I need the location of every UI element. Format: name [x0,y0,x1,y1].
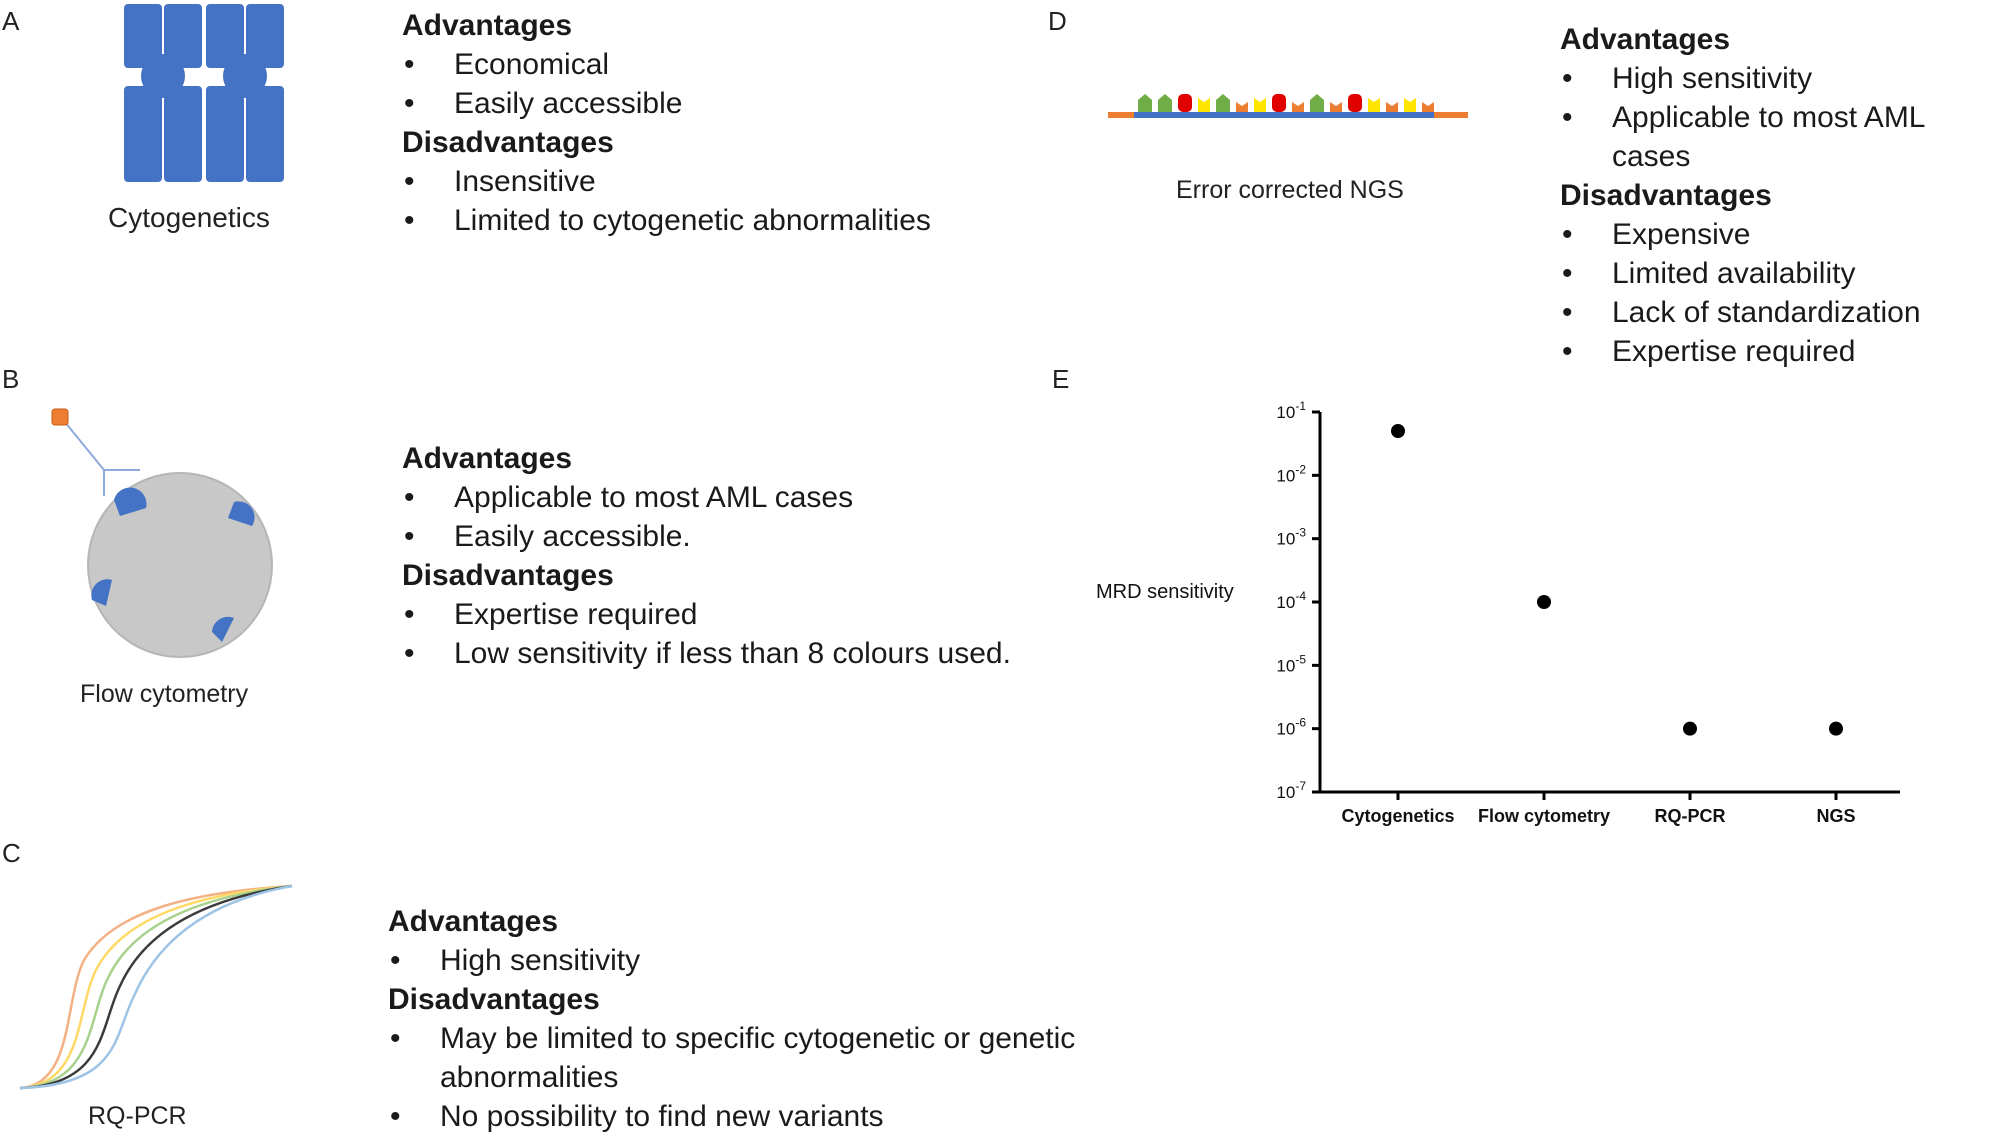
x-tick-label: Cytogenetics [1341,806,1455,826]
y-tick-label: $10^{-3}$ [1276,525,1306,549]
ngs-reads-icon [1108,88,1468,124]
panel-d-text [1560,20,2004,371]
chromosome-icon [118,4,290,182]
data-point [1683,722,1697,736]
panel-a-text [402,6,931,240]
data-point [1391,424,1405,438]
advantages-heading: Advantages [1560,23,1731,56]
list-item: • Easily accessible. [402,517,1011,556]
list-item: • Insensitive [402,162,931,201]
data-point [1829,722,1843,736]
y-tick-label: $10^{-2}$ [1276,462,1306,486]
panel-b-text [402,439,1011,673]
disadvantages-heading: Disadvantages [402,126,614,159]
chart-ylabel: MRD sensitivity [1096,581,1234,603]
amplification-curves-icon [14,880,304,1096]
list-item: • Expensive [1560,215,2004,254]
list-item: • No possibility to find new variants [388,1097,1108,1136]
disadvantages-heading: Disadvantages [402,559,614,592]
mrd-sensitivity-chart [1080,390,1920,840]
caption-flow-cytometry: Flow cytometry [80,680,249,708]
advantages-heading: Advantages [402,442,573,475]
list-item: • Expertise required [402,595,1011,634]
data-point [1537,595,1551,609]
list-item: • May be limited to specific cytogenetic or genetic abnormalities [388,1019,1108,1097]
caption-cytogenetics: Cytogenetics [108,202,270,233]
list-item: • Economical [402,45,931,84]
cell-icon [44,400,284,660]
y-tick-label: $10^{-6}$ [1276,715,1306,739]
advantages-heading: Advantages [402,9,573,42]
panel-letter-b: B [2,364,20,394]
list-item: • Applicable to most AML cases [402,478,1011,517]
list-item: • Limited to cytogenetic abnormalities [402,201,931,240]
list-item: • High sensitivity [1560,59,2004,98]
list-item: • Applicable to most AML cases [1560,98,2004,176]
caption-error-corrected-ngs: Error corrected NGS [1176,176,1404,204]
y-tick-label: $10^{-5}$ [1276,652,1306,676]
y-tick-label: $10^{-4}$ [1276,589,1306,612]
caption-rq-pcr: RQ-PCR [88,1102,187,1130]
x-tick-label: Flow cytometry [1477,806,1611,826]
x-tick-label: RQ-PCR [1654,806,1726,826]
disadvantages-heading: Disadvantages [388,983,600,1016]
y-tick-label: $10^{-7}$ [1276,779,1306,802]
panel-letter-c: C [2,838,21,868]
panel-c-text [388,902,1108,1136]
disadvantages-heading: Disadvantages [1560,179,1772,212]
list-item: • Limited availability [1560,254,2004,293]
list-item: • Easily accessible [402,84,931,123]
list-item: • High sensitivity [388,941,1108,980]
panel-letter-a: A [2,6,20,36]
y-tick-label: $10^{-1}$ [1276,399,1306,422]
list-item: • Lack of standardization [1560,293,2004,332]
x-tick-label: NGS [1816,806,1856,826]
panel-letter-e: E [1052,364,1070,394]
list-item: • Expertise required [1560,332,2004,371]
advantages-heading: Advantages [388,905,559,938]
list-item: • Low sensitivity if less than 8 colours used. [402,634,1011,673]
panel-letter-d: D [1048,6,1067,36]
